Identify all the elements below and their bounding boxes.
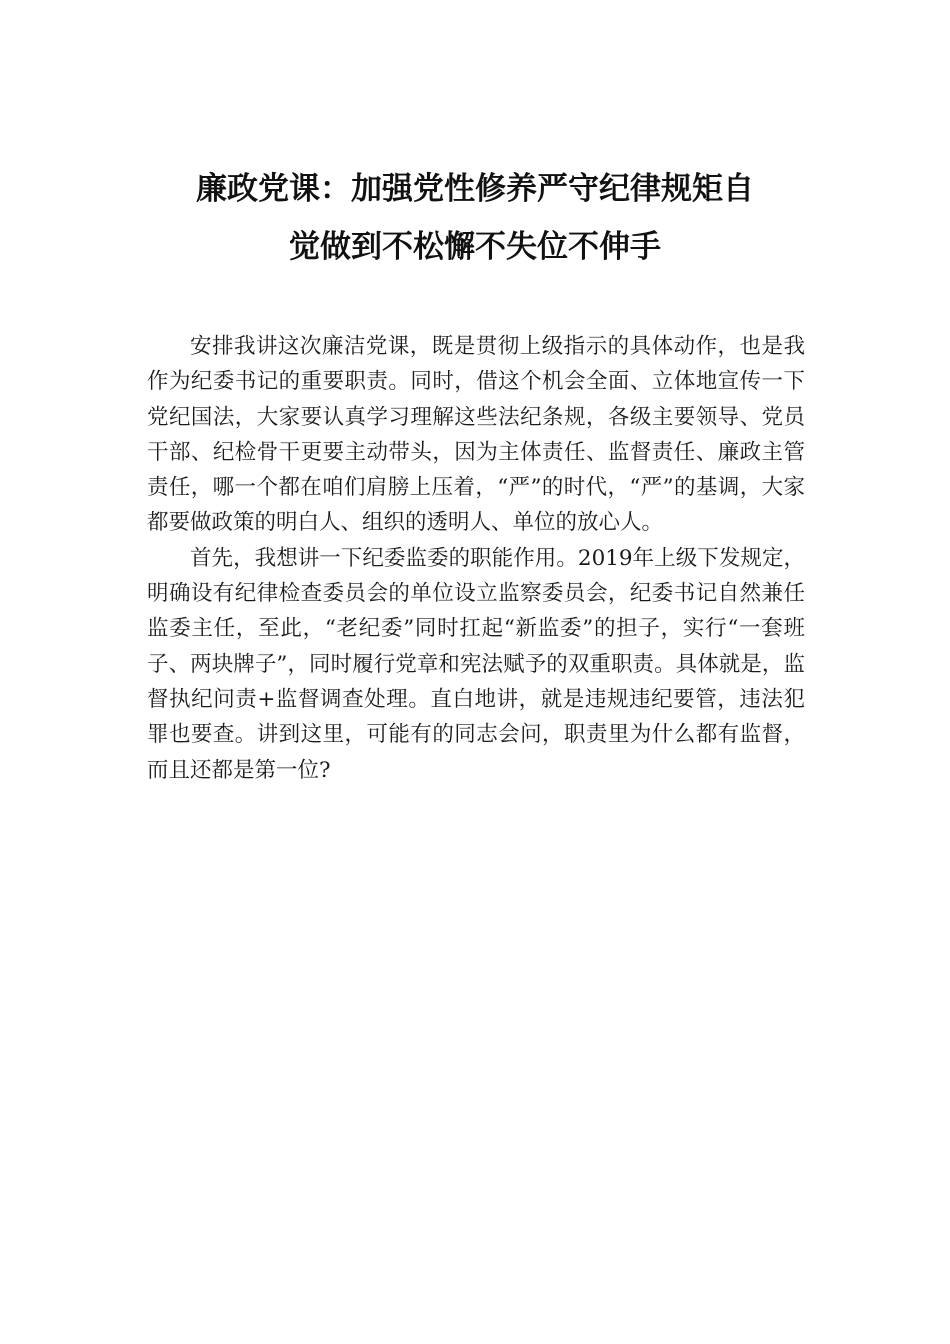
document-body [147, 329, 805, 788]
paragraph-2: 首先，我想讲一下纪委监委的职能作用。2019年上级下发规定，明确设有纪律检查委员会的单位设立监察委员会，纪委书记自然兼任监委主任，至此，“老纪委”同时扛起“新监委”的担子，实行“一套班子、两块牌子”，同时履行党章和宪法赋予的双重职责。具体就是，监督执纪问责+监督调查处理。直白地讲，就是违规违纪要管，违法犯罪也要查。讲到这里，可能有的同志会问，职责里为什么都有监督，而且还都是第一位? [147, 545, 805, 783]
title-line-2: 觉做到不松懈不失位不伸手 [289, 229, 661, 265]
title-line-1: 廉政党课：加强党性修养严守纪律规矩自 [196, 171, 754, 207]
paragraph-1: 安排我讲这次廉洁党课，既是贯彻上级指示的具体动作，也是我作为纪委书记的重要职责。同时，借这个机会全面、立体地宣传一下党纪国法，大家要认真学习理解这些法纪条规，各级主要领导、党员干部、纪检骨干更要主动带头，因为主体责任、监督责任、廉政主管责任，哪一个都在咱们肩膀上压着，“严”的时代，“严”的基调，大家都要做政策的明白人、组织的透明人、单位的放心人。 [147, 334, 805, 536]
document-title [145, 160, 805, 276]
